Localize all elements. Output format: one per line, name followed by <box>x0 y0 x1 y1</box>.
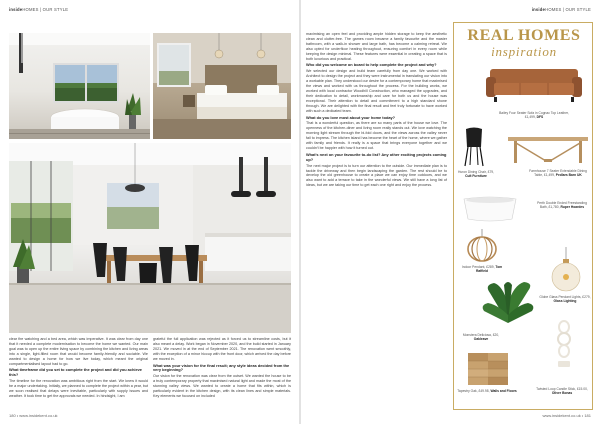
body-paragraph: grateful the full application was rejected as it forced us to streamline costs, but it also meant a delay. Work began in November 2020, and the build started in January 2021. We moved in at the end of September 2021. The renovation went smoothly, with the exception of a minor hiccup with the front door, which arrived the day before we moved in. <box>153 337 291 361</box>
monstera-caption: Monstera Deliciosa, £20, Oakleave <box>462 333 500 342</box>
footer-left: 180 • www.insidekent.co.uk <box>9 413 58 418</box>
bath-caption: Perth Double Ended Freestanding Bath, £1,780, Ruper Hoardes <box>537 201 587 210</box>
globe-caption: Globe Glass Pendant Lights, £279, Glass Lighting <box>539 295 591 304</box>
page-gutter <box>299 0 301 424</box>
candle-caption: Twisted Loop Candle Stick, £15.00, Oliver Bonas <box>536 387 588 396</box>
brand-inside-right: inside <box>531 7 546 12</box>
sofa-caption: Bailey Four Seater Sofa in Cognac Top Leather, £1,499, DFS <box>499 111 569 120</box>
globe-pendant-image <box>546 247 586 293</box>
section-label-right: HOMES | OUR STYLE <box>545 7 591 12</box>
real-homes-panel <box>453 22 593 410</box>
section-label-left: HOMES | OUR STYLE <box>22 7 69 12</box>
body-paragraph: We selected our design and build team carefully from day one. We worked with Architect to design the project and they were instrumental in translating our vision into a workable plan. They understood our desire for a contemporary home that maximised the views and worked with us throughout the process. For the building works, we worked with local contractor Woodhill Construction, who managed the upgrades, and their dedication to detail, workmanship and care for both us and the house was exceptional. Their attention to detail and commitment to a high standard shone through. We are delighted with the final result and feel truly fortunate to have worked with such a dedicated team. <box>306 69 447 113</box>
bath-image <box>462 193 518 223</box>
monstera-plant-image <box>480 279 536 327</box>
panel-title <box>454 27 594 59</box>
bathroom-photo <box>9 33 150 139</box>
flooring-caption: Tapestry Oak, £49.98, Walls and Floors <box>457 389 517 393</box>
dining-table-image <box>506 133 590 165</box>
body-paragraph: The timeline for the renovation was ambitious right from the start. We knew it would be a major undertaking. Initially, we planned to complete the project within a year, but we soon realised that delays were inevitable, particularly with supply issues and weather. It took time to get the approvals we needed. In hindsight, I am <box>9 379 148 398</box>
dining-chair-image <box>460 127 488 167</box>
question-heading: What do you love most about your home today? <box>306 114 396 120</box>
body-paragraph: The next major project is to turn our attention to the outside. Our immediate plan is to tackle the driveway and then begin landscaping the garden. The rest should be to develop the old greenhouse to create a place we can enjoy time outdoors, and we also want to add a terrace to take in the wonderful views. We still have a long list of ideas, but we are taking our time to get each one right and enjoy the process. <box>306 163 447 188</box>
panel-title-main: REAL HOMES <box>467 27 581 44</box>
panel-title-sub: inspiration <box>491 44 557 59</box>
footer-right: www.insidekent.co.uk • 181 <box>542 413 591 418</box>
bedroom-photo <box>153 33 291 139</box>
body-paragraph: maximising an open feel and providing ample hidden storage to keep the aesthetic clean and clutter-free. The games room became a family favourite and the master bathroom, with a walk-in shower and large bath, has become a calming retreat. We also opted for underfloor heating throughout, ensuring comfort in every room while keeping the design minimal. These features were essential in creating a space that is both luxurious and practical. <box>306 32 447 61</box>
question-heading: What was your vision for the final result; any style ideas decided from the very beginning? <box>153 362 290 373</box>
sofa-image <box>484 65 584 105</box>
wooden-pendant-image <box>464 229 500 263</box>
table-caption: Farmhouse 7 Seater Extendable Dining Table, £1,499, Pedlars Barn UK <box>529 169 587 178</box>
question-heading: Who did you welcome on board to help complete the project and why? <box>306 62 437 68</box>
body-paragraph: That is a wonderful question, as there are so many parts of the house we love. The openness of the kitchen-diner and living room really stands out. We love watching the morning light stream through the bi-fold doors, and the views across the valley never fail to impress. The kitchen island has become the heart of the home, where we gather with family and friends. It really is a space that brings everyone together and we couldn't be happier with how it turned out. <box>306 121 447 150</box>
brand-inside-left: inside <box>9 7 23 12</box>
left-column-1 <box>9 337 148 411</box>
question-heading: What's next on your favourite to-do list? Any other exciting projects coming up? <box>306 151 447 162</box>
pendant-caption: Indoor Pendant, £289, Tom Raffield <box>461 265 503 274</box>
right-column-1 <box>306 32 447 412</box>
running-head-left <box>9 7 68 12</box>
body-paragraph: clear fire watching and a bed area, which was imperative. It was clear from day one that it needed a complete modernisation to become the home we wanted. Our main goal was to open up the entire living space by combining the kitchen and living areas into a single, light-filled room that would become family-friendly and sociable. We wanted to design a home for how we live today, which meant the original compartmentalised layout had to go. <box>9 337 148 366</box>
kitchen-dining-photo <box>9 143 291 333</box>
body-paragraph: Our vision for the renovation was clear from the outset. We wanted the house to be a truly contemporary property that maximised natural light and made the most of the stunning valley views. We wanted to create a home that fits within, which is particularly evident in the kitchen design, with its clean lines and simple materials. Key elements we focused on included <box>153 374 291 398</box>
running-head-right <box>532 7 591 12</box>
question-heading: What timeframe did you set to complete the project and did you achieve this? <box>9 367 142 378</box>
chair-caption: Huron Dining Chair, £79, Cult Furniture <box>457 170 495 179</box>
left-column-2 <box>153 337 291 411</box>
candle-stick-image <box>554 319 574 371</box>
oak-flooring-image <box>468 353 508 385</box>
